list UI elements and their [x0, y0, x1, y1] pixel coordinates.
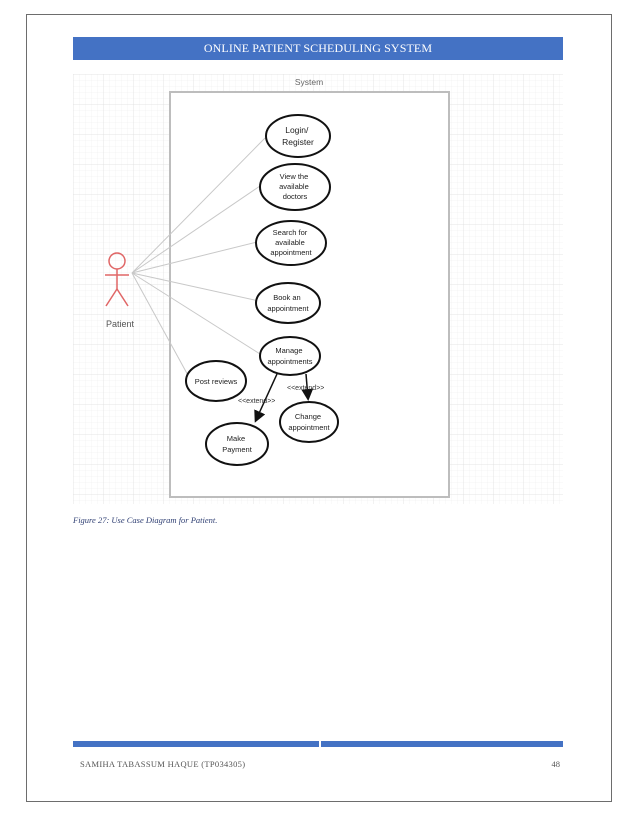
- extend-label-payment: <<extend>>: [238, 398, 276, 405]
- footer-rule: [73, 741, 563, 747]
- footer-rule-notch: [319, 741, 321, 747]
- use-case-make-payment: [206, 423, 268, 465]
- search-line-1: Search for: [272, 228, 308, 237]
- actor-name: Patient: [105, 319, 135, 329]
- use-case-change-appointment: [280, 402, 338, 442]
- figure-caption: Figure 27: Use Case Diagram for Patient.: [73, 515, 218, 525]
- svg-text:View the available: [279, 172, 311, 201]
- reviews-line-1: Post reviews: [194, 377, 238, 386]
- view-line-2: available: [279, 182, 309, 191]
- search-line-2: available: [275, 238, 305, 247]
- book-line-1: Book an: [273, 293, 301, 302]
- use-case-view-doctors: [260, 164, 330, 210]
- use-case-diagram: [73, 74, 563, 504]
- svg-text:Post reviews: [195, 377, 238, 386]
- book-line-2: appointment: [267, 304, 309, 313]
- footer-author: SAMIHA TABASSUM HAQUE (TP034305): [80, 759, 246, 769]
- use-case-manage-appointments: [260, 337, 320, 375]
- manage-line-2: appointments: [267, 357, 313, 366]
- payment-line-2: Payment: [222, 445, 252, 454]
- view-line-3: doctors: [282, 192, 308, 201]
- header-title: ONLINE PATIENT SCHEDULING SYSTEM: [203, 41, 433, 55]
- extend-label-change: <<extend>>: [287, 385, 325, 392]
- view-line-1: View the: [279, 172, 309, 181]
- use-case-search-appointment: [256, 221, 326, 265]
- use-case-book-appointment: [256, 283, 320, 323]
- use-case-login-register: [266, 115, 330, 157]
- change-line-2: appointment: [288, 423, 330, 432]
- login-line-2: Register: [282, 137, 314, 147]
- search-line-3: appointment: [270, 248, 312, 257]
- login-line-1: Login/: [285, 125, 309, 135]
- svg-text:Search for available: [270, 228, 312, 257]
- document-header: [73, 37, 563, 60]
- page-number: 48: [551, 759, 560, 769]
- system-label: System: [294, 77, 324, 87]
- manage-line-1: Manage: [275, 346, 303, 355]
- use-case-post-reviews: [186, 361, 246, 401]
- change-line-1: Change: [294, 412, 322, 421]
- payment-line-1: Make: [226, 434, 246, 443]
